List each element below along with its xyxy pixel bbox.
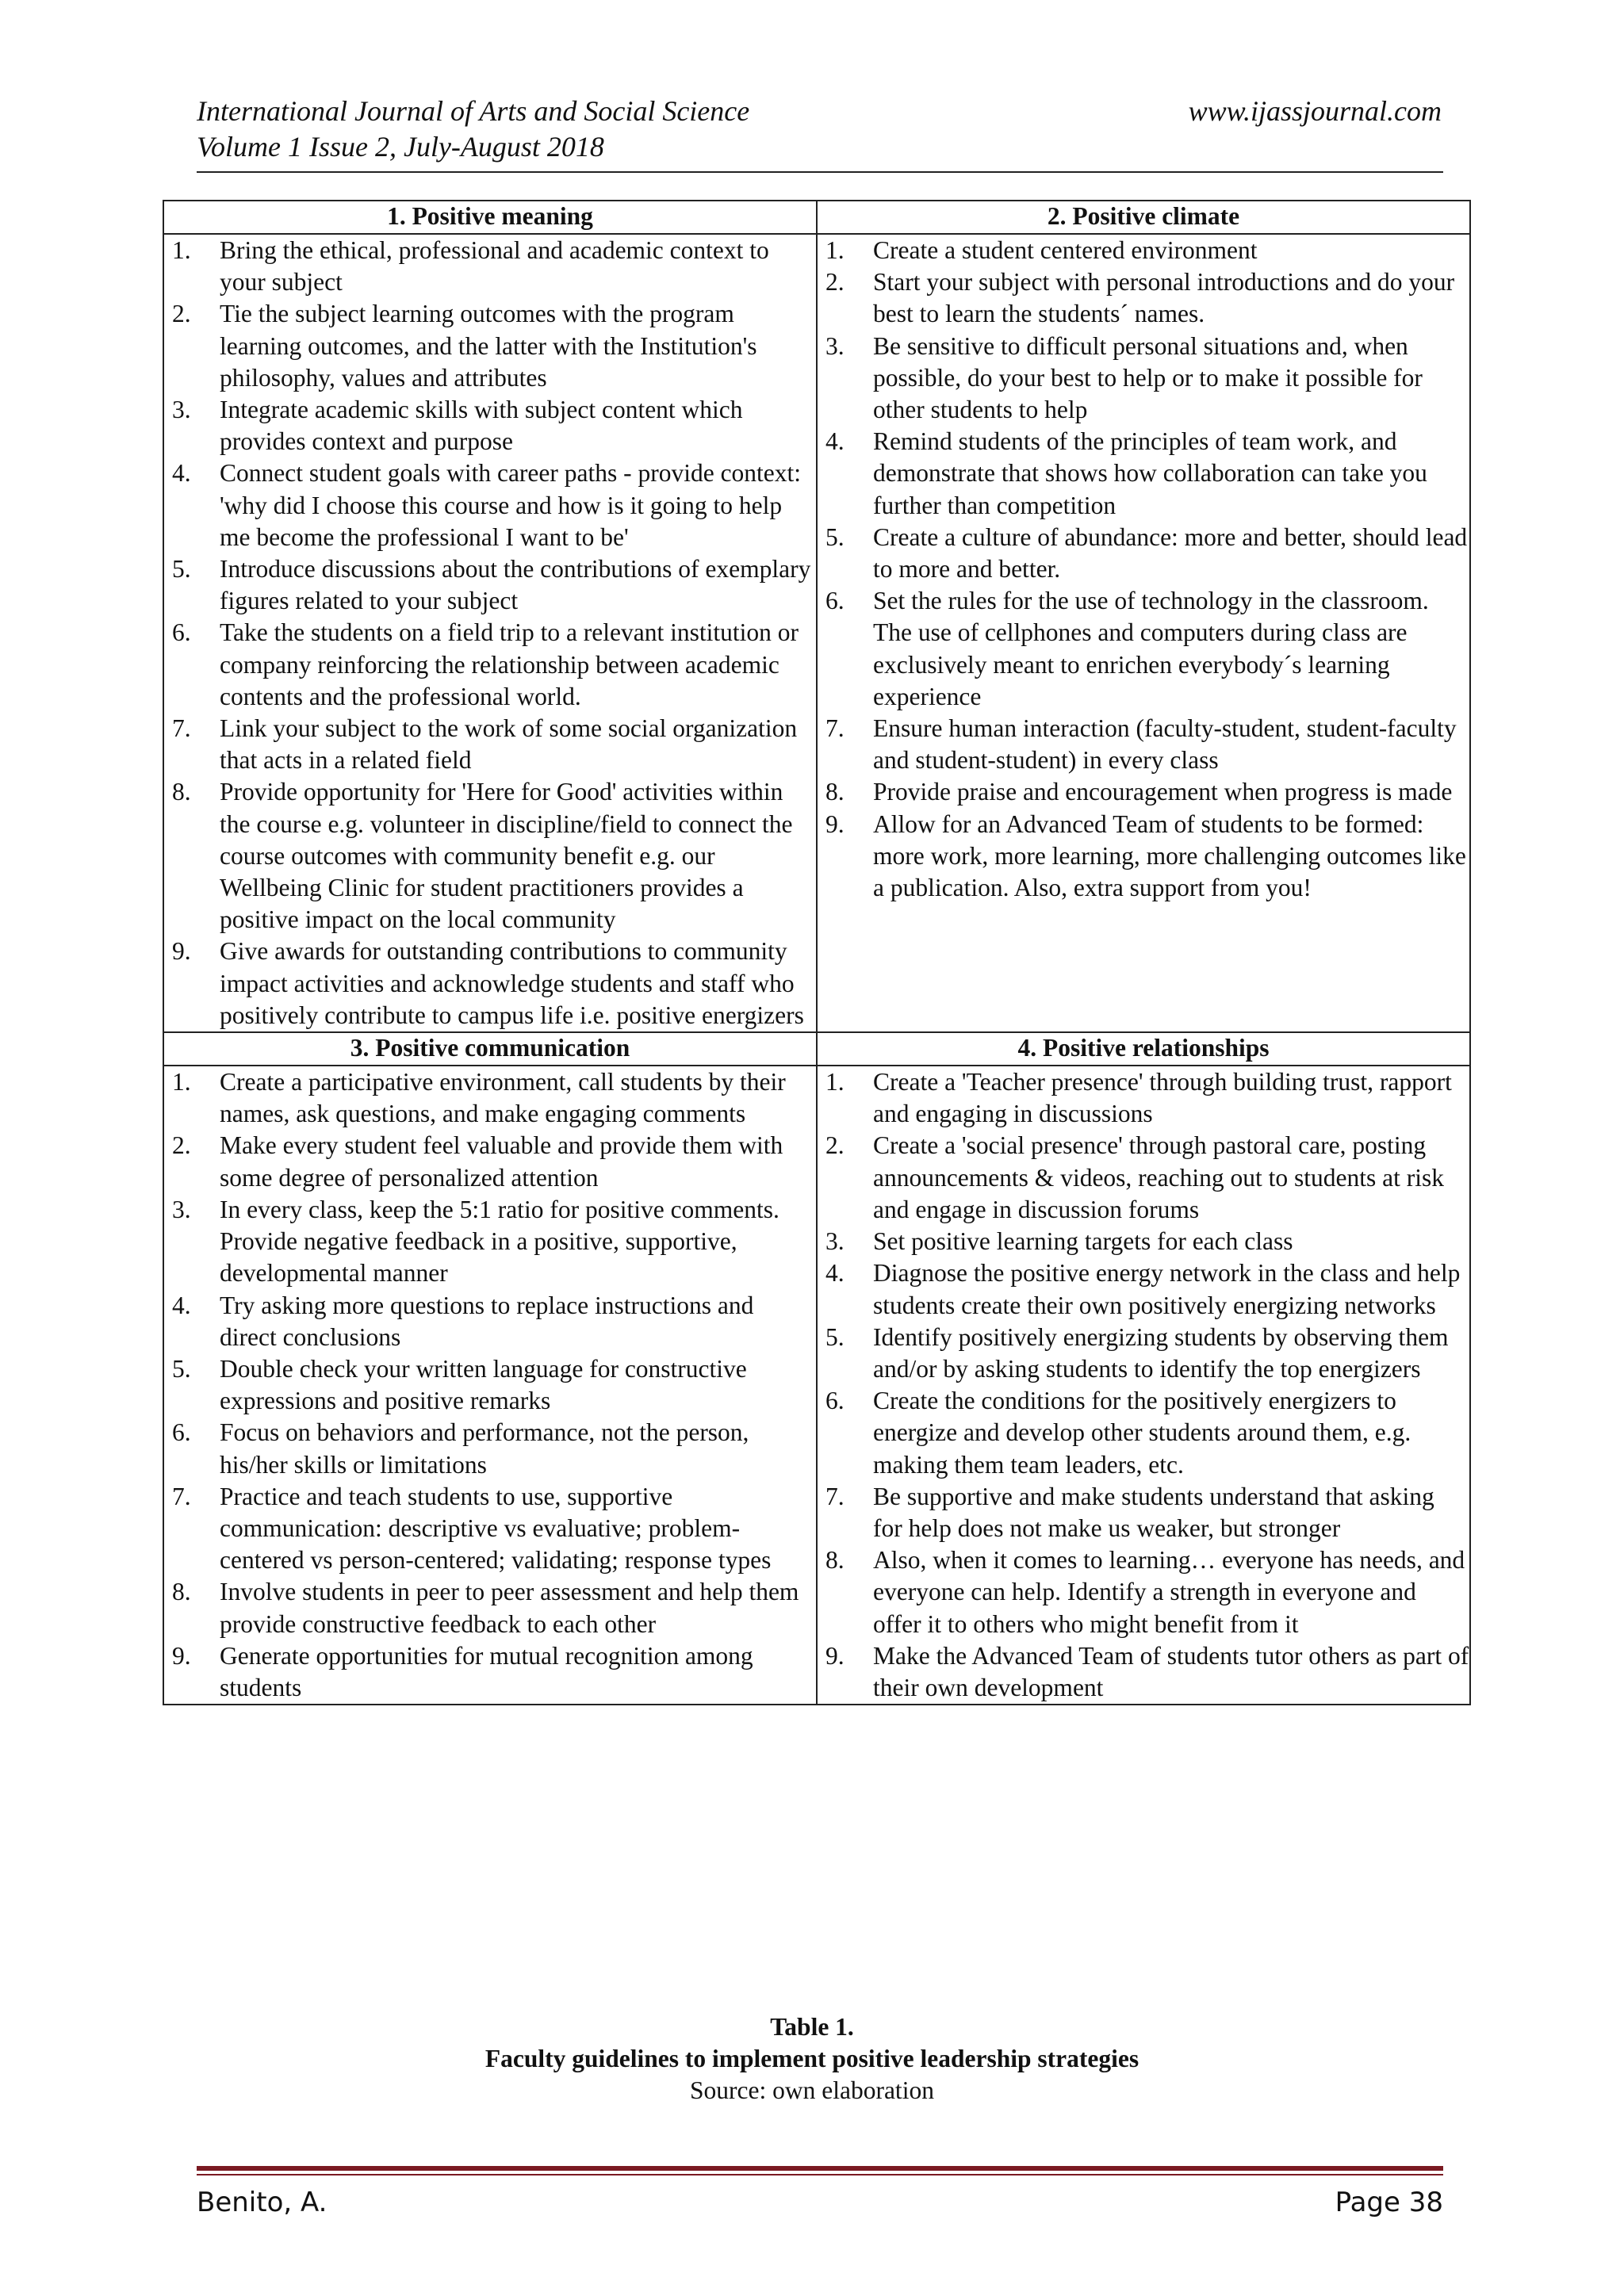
- item-text: Create the conditions for the positively energizers to energize and develop other students around them, e.g. making them team leaders, etc.: [873, 1387, 1411, 1479]
- list-item: [818, 1481, 1469, 1544]
- guidelines-table: [163, 200, 1471, 1705]
- item-text: In every class, keep the 5:1 ratio for positive comments. Provide negative feedback in a positive, supportive, developmental manner: [220, 1195, 779, 1288]
- item-number: 5.: [172, 555, 191, 584]
- list-item: [818, 522, 1469, 585]
- section-heading: 4. Positive relationships: [817, 1032, 1470, 1066]
- item-text: Allow for an Advanced Team of students to be formed: more work, more learning, more challenging outcomes like a publication. Also, extra support from you!: [873, 809, 1466, 902]
- item-number: 1.: [825, 1068, 845, 1096]
- item-number: 3.: [825, 331, 845, 360]
- item-number: 1.: [172, 1068, 191, 1096]
- section-cell-positive-communication: [163, 1066, 817, 1705]
- table-title: Faculty guidelines to implement positive leadership strategies: [485, 2045, 1139, 2072]
- item-number: 9.: [172, 937, 191, 966]
- guideline-list: [164, 1066, 816, 1704]
- list-item: [164, 1481, 816, 1577]
- item-number: 5.: [825, 522, 845, 551]
- item-number: 3.: [172, 1195, 191, 1223]
- item-number: 2.: [172, 1131, 191, 1160]
- item-text: Ensure human interaction (faculty-student, student-faculty and student-student) in every class: [873, 714, 1457, 775]
- footer-divider-thin: [197, 2174, 1443, 2175]
- list-item: [164, 1576, 816, 1640]
- author-name: Benito, A.: [197, 2187, 327, 2218]
- item-text: Generate opportunities for mutual recognition among students: [220, 1641, 753, 1701]
- list-item: [818, 809, 1469, 905]
- section-cell-positive-meaning: [163, 234, 817, 1032]
- item-text: Provide opportunity for 'Here for Good' activities within the course e.g. volunteer in discipline/field to connect the course outcomes with community benefit e.g. our Wellbeing Clinic for student practitioners provides a positive impact on the local community: [220, 778, 793, 934]
- item-number: 6.: [825, 587, 845, 615]
- item-text: Link your subject to the work of some social organization that acts in a related field: [220, 714, 798, 775]
- item-number: 3.: [172, 396, 191, 424]
- guideline-list: [818, 1066, 1469, 1704]
- item-number: 9.: [825, 1641, 845, 1670]
- list-item: [164, 457, 816, 553]
- list-item: [818, 1257, 1469, 1321]
- list-item: [164, 1417, 816, 1480]
- item-number: 6.: [172, 1418, 191, 1447]
- item-text: Tie the subject learning outcomes with the program learning outcomes, and the latter with the Institution's philosophy, values and attributes: [220, 300, 757, 392]
- item-text: Try asking more questions to replace instructions and direct conclusions: [220, 1291, 754, 1351]
- item-number: 8.: [172, 778, 191, 806]
- list-item: [164, 713, 816, 776]
- list-item: [818, 1640, 1469, 1704]
- item-number: 1.: [172, 236, 191, 264]
- item-number: 5.: [825, 1322, 845, 1351]
- list-item: [164, 1066, 816, 1130]
- item-text: Diagnose the positive energy network in the class and help students create their own positively energizing networks: [873, 1259, 1461, 1319]
- header-divider: [197, 171, 1443, 173]
- item-number: 9.: [172, 1641, 191, 1670]
- list-item: [818, 1130, 1469, 1226]
- item-number: 9.: [825, 809, 845, 838]
- list-item: [164, 1194, 816, 1290]
- item-text: Be sensitive to difficult personal situations and, when possible, do your best to help or to make it possible for other students to help: [873, 331, 1423, 424]
- item-number: 8.: [172, 1578, 191, 1606]
- item-number: 3.: [825, 1227, 845, 1256]
- item-text: Set the rules for the use of technology in the classroom. The use of cellphones and computers during class are exclusively meant to enrichen everybody´s learning experience: [873, 587, 1429, 710]
- item-number: 4.: [172, 1291, 191, 1319]
- item-text: Make every student feel valuable and provide them with some degree of personalized attention: [220, 1131, 783, 1192]
- item-text: Focus on behaviors and performance, not the person, his/her skills or limitations: [220, 1418, 749, 1479]
- item-text: Start your subject with personal introductions and do your best to learn the students´ names.: [873, 268, 1455, 328]
- item-text: Give awards for outstanding contributions to community impact activities and acknowledge students and staff who positively contribute to campus life i.e. positive energizers: [220, 937, 804, 1029]
- item-number: 8.: [825, 778, 845, 806]
- list-item: [164, 553, 816, 617]
- item-text: Provide praise and encouragement when progress is made: [873, 778, 1453, 806]
- item-number: 4.: [172, 459, 191, 488]
- footer-divider-thick: [197, 2166, 1443, 2171]
- page-number: Page 38: [1335, 2187, 1443, 2218]
- list-item: [818, 713, 1469, 776]
- journal-issue: Volume 1 Issue 2, July-August 2018: [197, 131, 604, 163]
- list-item: [818, 331, 1469, 427]
- item-number: 1.: [825, 236, 845, 264]
- item-text: Double check your written language for constructive expressions and positive remarks: [220, 1354, 747, 1415]
- item-text: Take the students on a field trip to a relevant institution or company reinforcing the relationship between academic contents and the professional world.: [220, 618, 799, 710]
- item-number: 2.: [825, 268, 845, 297]
- item-number: 4.: [825, 427, 845, 456]
- list-item: [164, 298, 816, 394]
- running-footer: [197, 2187, 1443, 2218]
- item-text: Create a 'social presence' through pastoral care, posting announcements & videos, reaching out to students at risk and engage in discussion forums: [873, 1131, 1444, 1223]
- item-text: Practice and teach students to use, supportive communication: descriptive vs evaluative; problem-centered vs person-centered; validating; response types: [220, 1482, 772, 1575]
- item-text: Create a participative environment, call students by their names, ask questions, and make engaging comments: [220, 1068, 786, 1128]
- list-item: [164, 1353, 816, 1417]
- list-item: [818, 1544, 1469, 1640]
- item-text: Connect student goals with career paths - provide context: 'why did I choose this course and how is it going to help me become the professional I want to be': [220, 459, 802, 551]
- item-text: Create a 'Teacher presence' through building trust, rapport and engaging in discussions: [873, 1068, 1452, 1128]
- item-text: Create a student centered environment: [873, 236, 1258, 264]
- list-item: [164, 776, 816, 936]
- list-item: [164, 936, 816, 1031]
- table-source: Source: own elaboration: [690, 2076, 934, 2104]
- list-item: [818, 1226, 1469, 1257]
- list-item: [164, 1290, 816, 1353]
- list-item: [164, 617, 816, 713]
- item-text: Make the Advanced Team of students tutor others as part of their own development: [873, 1641, 1469, 1701]
- item-text: Be supportive and make students understand that asking for help does not make us weaker, but stronger: [873, 1482, 1434, 1542]
- list-item: [818, 426, 1469, 522]
- item-text: Bring the ethical, professional and academic context to your subject: [220, 236, 769, 297]
- item-text: Also, when it comes to learning… everyone has needs, and everyone can help. Identify a strength in everyone and offer it to others who might benefit from it: [873, 1546, 1465, 1638]
- guideline-list: [818, 235, 1469, 904]
- table-caption: [0, 2011, 1624, 2107]
- section-cell-positive-climate: [817, 234, 1470, 1032]
- section-heading: 2. Positive climate: [817, 201, 1470, 234]
- table-label: Table 1.: [770, 2013, 854, 2041]
- list-item: [818, 1066, 1469, 1130]
- item-number: 4.: [825, 1259, 845, 1288]
- list-item: [818, 1322, 1469, 1385]
- item-text: Create a culture of abundance: more and better, should lead to more and better.: [873, 522, 1468, 584]
- list-item: [164, 1130, 816, 1193]
- list-item: [164, 1640, 816, 1704]
- list-item: [818, 235, 1469, 266]
- item-number: 5.: [172, 1354, 191, 1383]
- item-number: 6.: [825, 1387, 845, 1415]
- item-text: Involve students in peer to peer assessment and help them provide constructive feedback to each other: [220, 1578, 799, 1638]
- list-item: [818, 776, 1469, 808]
- item-number: 2.: [825, 1131, 845, 1160]
- item-number: 7.: [172, 1482, 191, 1510]
- item-number: 8.: [825, 1546, 845, 1575]
- item-text: Set positive learning targets for each class: [873, 1227, 1293, 1256]
- list-item: [818, 1385, 1469, 1481]
- running-header: [197, 94, 1442, 165]
- item-number: 2.: [172, 300, 191, 328]
- journal-name: International Journal of Arts and Social Science: [197, 95, 750, 127]
- guideline-list: [164, 235, 816, 1031]
- item-number: 7.: [825, 714, 845, 743]
- list-item: [818, 585, 1469, 713]
- item-number: 6.: [172, 618, 191, 647]
- list-item: [164, 394, 816, 457]
- item-text: Identify positively energizing students by observing them and/or by asking students to identify the top energizers: [873, 1322, 1449, 1383]
- section-heading: 1. Positive meaning: [163, 201, 817, 234]
- section-heading: 3. Positive communication: [163, 1032, 817, 1066]
- item-number: 7.: [172, 714, 191, 743]
- item-text: Remind students of the principles of team work, and demonstrate that shows how collaboration can take you further than competition: [873, 427, 1427, 519]
- list-item: [818, 266, 1469, 330]
- journal-website: www.ijassjournal.com: [1188, 95, 1442, 127]
- item-number: 7.: [825, 1482, 845, 1510]
- item-text: Introduce discussions about the contributions of exemplary figures related to your subject: [220, 555, 811, 615]
- section-cell-positive-relationships: [817, 1066, 1470, 1705]
- item-text: Integrate academic skills with subject content which provides context and purpose: [220, 396, 743, 456]
- list-item: [164, 235, 816, 298]
